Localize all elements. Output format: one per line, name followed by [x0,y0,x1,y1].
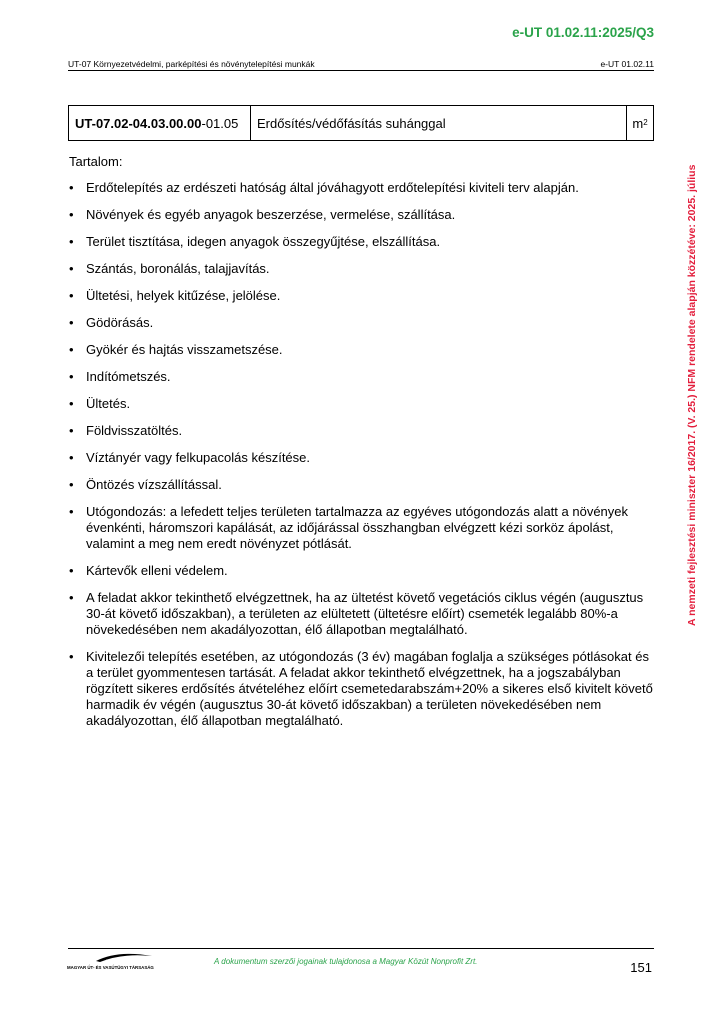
content-bullet-list [68,180,654,740]
item-code-cell [69,106,251,140]
list-item: • Öntözés vízszállítással. [68,477,654,493]
item-unit-exponent: 2 [643,117,648,127]
header-chapter-title: UT-07 Környezetvédelmi, parképítési és növénytelepítési munkák [68,59,315,69]
organization-logo [66,952,160,974]
page-number: 151 [630,960,652,975]
list-item: • Utógondozás: a lefedett teljes területen tartalmazza az egyéves utógondozás alatt a növények évenkénti, háromszori kapálását, az időjárással összhangban elvégzett kézi sorköz ápolást, valamint a meg nem eredt növényzet pótlását. [68,504,654,552]
list-item: • A feladat akkor tekinthető elvégzettnek, ha az ültetést követő vegetációs ciklus végén (augusztus 30-át követő időszakban), a területen az elültetett (ültetésre előírt) csemeték legalább 80%-a növekedésében nem akadályozottan, élő állapotban megtalálható. [68,590,654,638]
header-divider [68,70,654,71]
list-item: • Szántás, boronálás, talajjavítás. [68,261,654,277]
list-item: • Víztányér vagy felkupacolás készítése. [68,450,654,466]
logo-text: MAGYAR ÚT- ÉS VASÚTÜGYI TÁRSASÁG [67,965,154,970]
list-item: • Gyökér és hajtás visszametszése. [68,342,654,358]
item-description: Erdősítés/védőfásítás suhánggal [251,106,627,140]
document-code: e-UT 01.02.11:2025/Q3 [512,25,654,40]
list-item: • Ültetés. [68,396,654,412]
item-header-table [68,105,654,141]
list-item: • Növények és egyéb anyagok beszerzése, vermelése, szállítása. [68,207,654,223]
item-unit: m [632,115,644,131]
list-item: • Gödörásás. [68,315,654,331]
list-item: • Erdőtelepítés az erdészeti hatóság által jóváhagyott erdőtelepítési kiviteli terv alapján. [68,180,654,196]
list-item: • Kivitelezői telepítés esetében, az utógondozás (3 év) magában foglalja a szükséges pótlásokat és a terület gyommentesen tartását. A feladat akkor tekinthető elvégzettnek, ha a jogszabályban rögzített sikeres erdősítés átvételéhez előírt csemetedarabszám+20% a sikeres első kivitelt követő harmadik év végén (augusztus 30-át követő időszakban) a területen növekedésében nem akadályozottan, élő állapotban megtalálható. [68,649,654,729]
list-item: • Terület tisztítása, idegen anyagok összegyűjtése, elszállítása. [68,234,654,250]
item-code-main: UT-07.02-04.03.00.00 [75,115,202,131]
list-item: • Földvisszatöltés. [68,423,654,439]
list-item: • Ültetési, helyek kitűzése, jelölése. [68,288,654,304]
item-code-suffix: -01.05 [201,115,239,131]
copyright-note: A dokumentum szerzői jogainak tulajdonosa a Magyar Közút Nonprofit Zrt. [214,957,478,966]
content-label: Tartalom: [69,154,123,169]
list-item: • Indítómetszés. [68,369,654,385]
footer-divider [68,948,654,949]
list-item: • Kártevők elleni védelem. [68,563,654,579]
header-doc-id: e-UT 01.02.11 [600,59,654,69]
side-publication-note: A nemzeti fejlesztési miniszter 16/2017. (V. 25.) NFM rendelete alapján közzétéve: 2025. július [686,164,698,626]
item-unit-cell [627,106,653,140]
